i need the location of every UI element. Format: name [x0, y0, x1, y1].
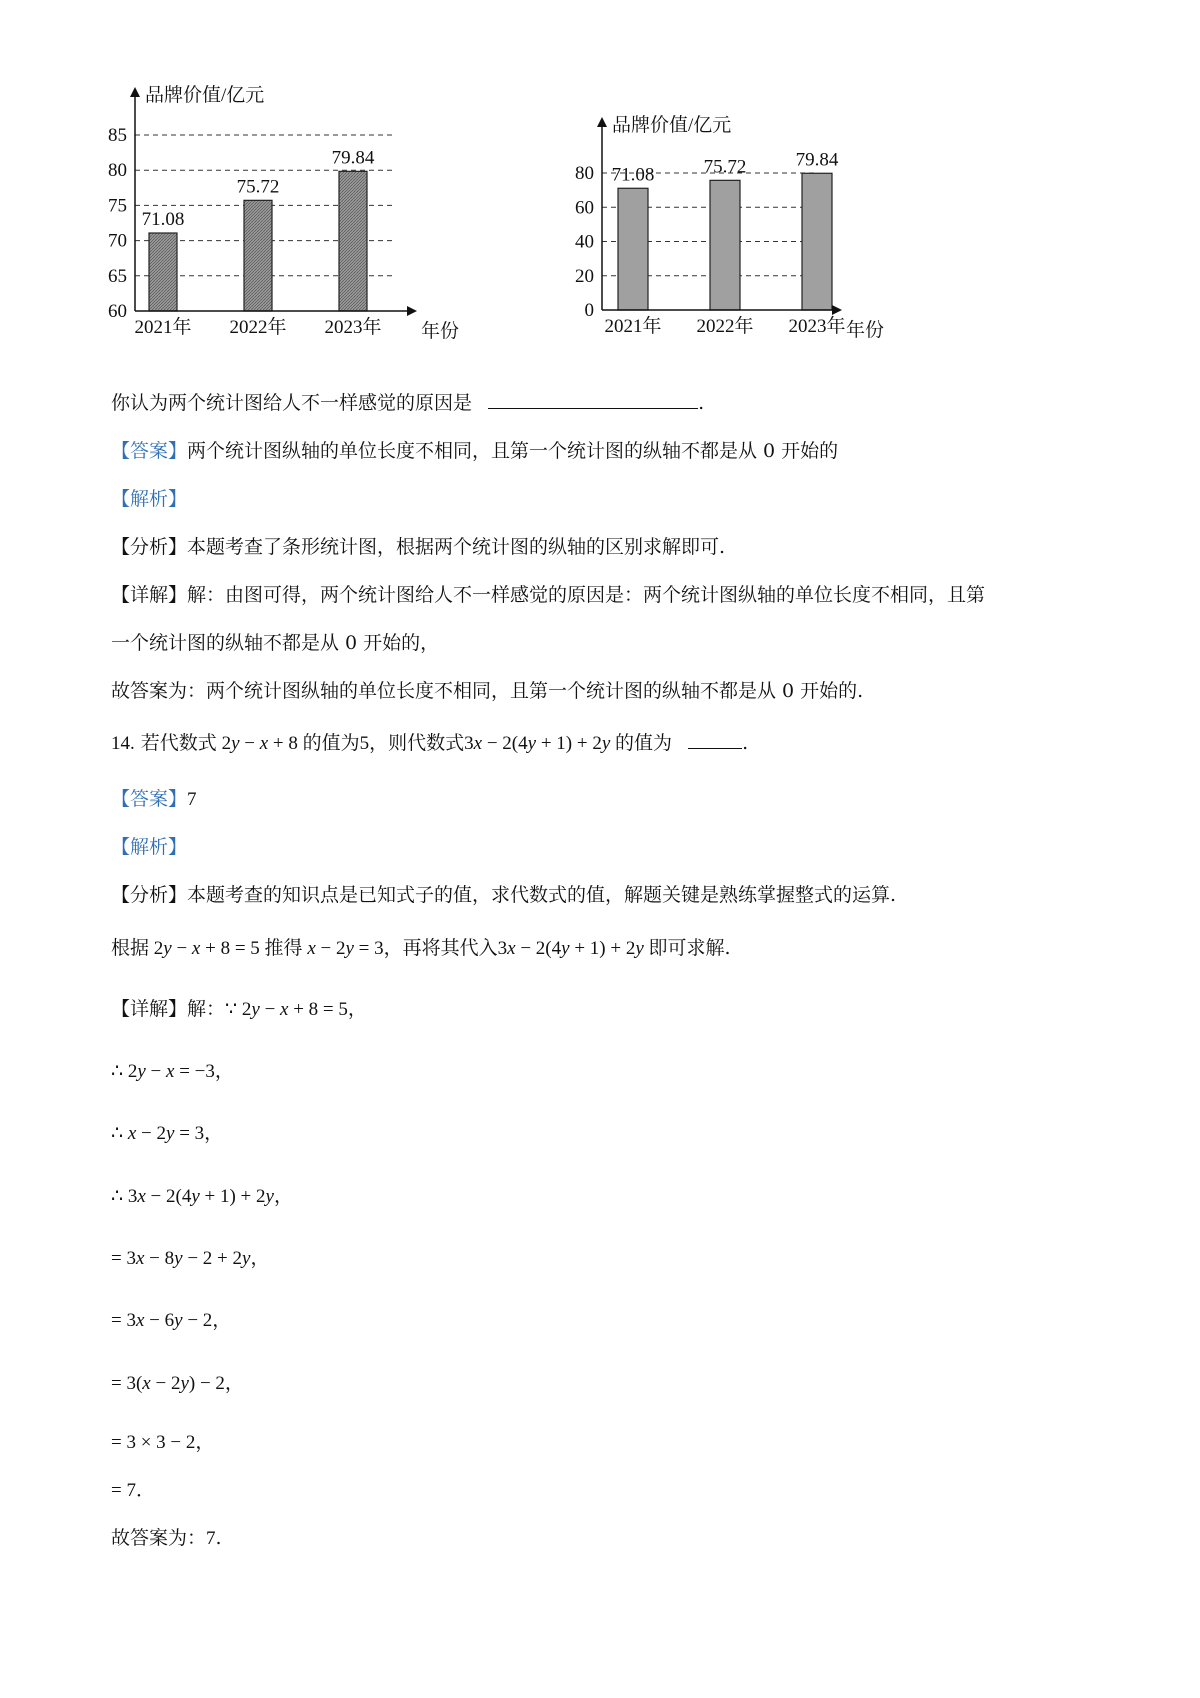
- q14-approach: 根据 2y − x + 8 = 5 推得 x − 2y = 3，再将其代入3x − 2(4y + 1) + 2y 即可求解.: [111, 937, 731, 959]
- x-tick-label: 2023年: [324, 317, 382, 338]
- x-axis-title: 年份: [846, 320, 885, 341]
- step-3: ∴ 3x − 2(4y + 1) + 2y，: [111, 1186, 293, 1207]
- expr-2: 3x − 2(4y + 1) + 2y: [464, 733, 611, 754]
- data-label: 71.08: [611, 164, 655, 186]
- x-tick-label: 2022年: [229, 317, 287, 338]
- x-axis-arrow: [832, 305, 842, 315]
- bar: [618, 188, 648, 310]
- y-tick-label: 60: [108, 301, 127, 322]
- y-tick-label: 65: [108, 265, 127, 287]
- q14-analysis-tag: 【解析】: [111, 836, 188, 858]
- x-tick-label: 2022年: [696, 316, 754, 337]
- step-6: = 3(x − 2y) − 2，: [111, 1373, 244, 1394]
- y-tick-label: 80: [575, 163, 594, 184]
- y-axis-arrow: [130, 87, 140, 97]
- step-2: ∴ x − 2y = 3，: [111, 1123, 224, 1144]
- y-tick-label: 70: [108, 230, 127, 252]
- step-4: = 3x − 8y − 2 + 2y，: [111, 1248, 270, 1269]
- bar: [802, 173, 832, 310]
- bar-chart-2: [560, 115, 940, 380]
- data-label: 75.72: [703, 156, 747, 178]
- answer-tag: 【答案】: [111, 440, 188, 462]
- y-tick-label: 75: [108, 195, 127, 217]
- data-label: 71.08: [141, 208, 185, 230]
- q13-final: 故答案为：两个统计图纵轴的单位长度不相同，且第一个统计图的纵轴不都是从 0 开始的.: [111, 680, 864, 702]
- bar-chart-1-svg: [95, 85, 495, 375]
- q14-final: 故答案为：7.: [111, 1527, 222, 1549]
- y-tick-label: 60: [575, 197, 594, 219]
- step-8: = 7．: [111, 1480, 155, 1501]
- x-tick-label: 2021年: [604, 316, 662, 337]
- q14-answer: 【答案】7: [111, 788, 197, 810]
- q14-question: 14. 若代数式 2y − x + 8 的值为5，则代数式3x − 2(4y + 1) + 2y 的值为 .: [111, 732, 749, 754]
- x-axis-arrow: [407, 306, 417, 316]
- q13-analysis-tag: 【解析】: [111, 488, 188, 510]
- x-axis-title: 年份: [421, 321, 460, 342]
- q13-fenxi: 【分析】本题考查了条形统计图，根据两个统计图的纵轴的区别求解即可.: [111, 536, 726, 558]
- y-tick-label: 20: [575, 265, 594, 287]
- y-tick-label: 80: [108, 160, 127, 182]
- y-tick-label: 85: [108, 125, 127, 146]
- data-label: 75.72: [236, 176, 280, 198]
- q13-question: 你认为两个统计图给人不一样感觉的原因是 .: [111, 392, 705, 414]
- q13-detail-line-1: 【详解】解：由图可得，两个统计图给人不一样感觉的原因是：两个统计图纵轴的单位长度不相同，且第: [111, 584, 986, 606]
- step-7: = 3 × 3 − 2，: [111, 1432, 215, 1453]
- data-label: 79.84: [331, 147, 375, 169]
- step-5: = 3x − 6y − 2，: [111, 1310, 232, 1331]
- x-tick-label: 2023年: [788, 316, 846, 337]
- bar: [149, 233, 177, 311]
- data-label: 79.84: [795, 149, 839, 171]
- bar-chart-2-svg: [560, 115, 940, 380]
- expr-1: 2y − x + 8: [216, 733, 303, 754]
- y-axis-title: 品牌价值/亿元: [145, 85, 265, 106]
- q13-detail-line-2: 一个统计图的纵轴不都是从 0 开始的，: [111, 632, 440, 654]
- y-axis-title: 品牌价值/亿元: [612, 115, 732, 136]
- answer-blank: [488, 390, 698, 409]
- answer-blank-q14: [688, 730, 742, 749]
- x-tick-label: 2021年: [134, 317, 192, 338]
- q13-answer: 【答案】两个统计图纵轴的单位长度不相同，且第一个统计图的纵轴不都是从 0 开始的: [111, 440, 839, 462]
- bar-chart-1: [95, 85, 495, 375]
- q14-fenxi: 【分析】本题考查的知识点是已知式子的值，求代数式的值，解题关键是熟练掌握整式的运算.: [111, 884, 897, 906]
- step-1: ∴ 2y − x = −3，: [111, 1061, 234, 1082]
- y-tick-label: 40: [575, 231, 594, 253]
- bar: [339, 171, 367, 311]
- q14-detail-start: 【详解】解：∵ 2y − x + 8 = 5，: [111, 998, 367, 1020]
- y-tick-label: 0: [584, 300, 594, 321]
- y-axis-arrow: [597, 117, 607, 127]
- bar: [244, 200, 272, 311]
- bar: [710, 180, 740, 310]
